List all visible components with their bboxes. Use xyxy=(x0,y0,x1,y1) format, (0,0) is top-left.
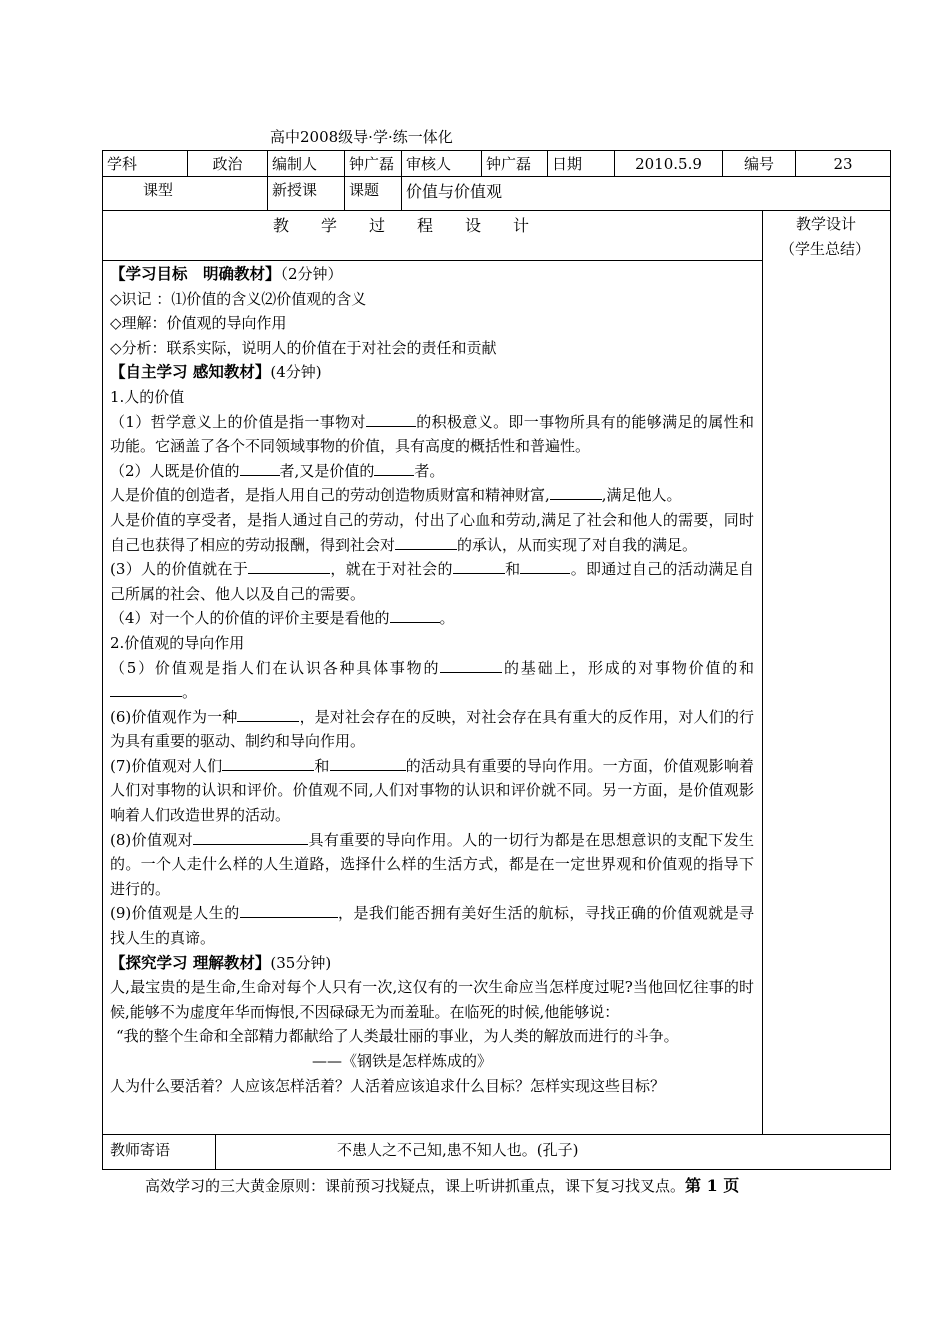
subheading-value-view: 2.价值观的导向作用 xyxy=(110,633,245,652)
lesson-type-value: 新授课 xyxy=(268,177,345,211)
process-heading: 教 学 过 程 设 计 xyxy=(273,216,530,235)
reviewer-label: 审核人 xyxy=(402,151,482,177)
inquiry-questions: 人为什么要活着？人应该怎样活着？人活着应该追求什么目标？怎样实现这些目标？ xyxy=(110,1076,666,1095)
lesson-body xyxy=(110,262,754,1098)
section-self-study: 【自主学习 感知教材】(4分钟) xyxy=(110,363,322,382)
item-7: (7)价值观对人们 和 的活动具有重要的导向作用。一方面，价值观影响着人们对事物的认识和评价。价值观不同,人们对事物的认识和评价就不同。另一方面，是价值观影响着人们改造世界的活动。 xyxy=(110,756,754,825)
number-label: 编号 xyxy=(723,151,796,177)
footer-text: 高效学习的三大黄金原则：课前预习找疑点，课上听讲抓重点，课下复习找叉点。 xyxy=(145,1177,686,1195)
item-5: （5）价值观是指人们在认识各种具体事物的 的基础上，形成的对事物价值的和。 xyxy=(110,658,754,702)
section-inquiry: 【探究学习 理解教材】(35分钟) xyxy=(110,953,332,972)
item-1: （1）哲学意义上的价值是指一事物对 的积极意义。即一事物所具有的能够满足的属性和功能。它涵盖了各个不同领域事物的价值，具有高度的概括性和普遍性。 xyxy=(110,412,754,456)
author-label: 编制人 xyxy=(268,151,345,177)
item-6: (6)价值观作为一种 ，是对社会存在的反映，对社会存在具有重大的反作用，对人们的行为具有重要的驱动、制约和导向作用。 xyxy=(110,707,754,751)
header-row-2 xyxy=(103,177,891,211)
item-creator: 人是价值的创造者，是指人用自己的劳动创造物质财富和精神财富, ,满足他人。 xyxy=(110,486,682,505)
reviewer-value: 钟广磊 xyxy=(482,151,548,177)
item-8: (8)价值观对 具有重要的导向作用。人的一切行为都是在思想意识的支配下发生的。一个人走什么样的人生道路，选择什么样的生活方式，都是在一定世界观和价值观的指导下进行的。 xyxy=(110,830,754,898)
inquiry-passage: 人,最宝贵的是生命,生命对每个人只有一次,这仅有的一次生命应当怎样度过呢?当他回忆往事的时候,能够不为虚度年华而悔恨,不因碌碌无为而羞耻。在临死的时候,他能够说： xyxy=(110,978,754,1021)
item-2: （2）人既是价值的 者,又是价值的 者。 xyxy=(110,461,445,480)
inquiry-source: ——《钢铁是怎样炼成的》 xyxy=(312,1052,493,1070)
date-label: 日期 xyxy=(548,151,615,177)
item-3: (3）人的价值就在于 ，就在于对社会的 和 。即通过自己的活动满足自己所属的社会、他人以及自己的需要。 xyxy=(110,560,754,603)
teacher-remarks-divider xyxy=(215,1134,216,1170)
item-enjoyer: 人是价值的享受者，是指人通过自己的劳动，付出了心血和劳动,满足了社会和他人的需要，同时自己也获得了相应的劳动报酬，得到社会对 的承认，从而实现了对自我的满足。 xyxy=(110,510,754,554)
side-heading-design: 教学设计 xyxy=(796,215,857,233)
side-heading-summary: （学生总结） xyxy=(780,240,871,258)
goal-understand: ◇理解：价值观的导向作用 xyxy=(110,314,287,333)
item-9: (9)价值观是人生的 ，是我们能否拥有美好生活的航标，寻找正确的价值观就是寻找人生的真谛。 xyxy=(110,904,754,948)
section-learning-goals: 【学习目标 明确教材】（2分钟） xyxy=(110,265,343,283)
number-value: 23 xyxy=(796,151,891,177)
page-number: 第 1 页 xyxy=(685,1176,740,1195)
subject-value: 政治 xyxy=(188,151,268,177)
author-value: 钟广磊 xyxy=(345,151,402,177)
process-heading-divider xyxy=(102,260,762,261)
header-row-1 xyxy=(103,151,891,177)
date-value: 2010.5.9 xyxy=(615,151,723,177)
subject-label: 学科 xyxy=(103,151,188,177)
teacher-remarks-quote: 不患人之不己知,患不知人也。(孔子) xyxy=(337,1141,579,1159)
goal-memorize: ◇识记 ：⑴价值的含义⑵价值观的含义 xyxy=(110,289,367,308)
header-table xyxy=(102,150,891,211)
side-column-divider xyxy=(762,210,763,1134)
topic-value: 价值与价值观 xyxy=(402,177,891,211)
subheading-human-value: 1.人的价值 xyxy=(110,387,185,406)
inquiry-quote: “我的整个生命和全部精力都献给了人类最壮丽的事业，为人类的解放而进行的斗争。 xyxy=(116,1027,679,1046)
lesson-type-label: 课型 xyxy=(103,177,268,211)
item-4: （4）对一个人的价值的评价主要是看他的 。 xyxy=(110,609,455,628)
document-top-title: 高中2008级导·学·练一体化 xyxy=(270,128,453,146)
page-footer xyxy=(145,1173,739,1196)
goal-analyze: ◇分析：联系实际，说明人的价值在于对社会的责任和贡献 xyxy=(110,338,497,357)
teacher-remarks-label: 教师寄语 xyxy=(110,1141,171,1159)
topic-label: 课题 xyxy=(345,177,402,211)
